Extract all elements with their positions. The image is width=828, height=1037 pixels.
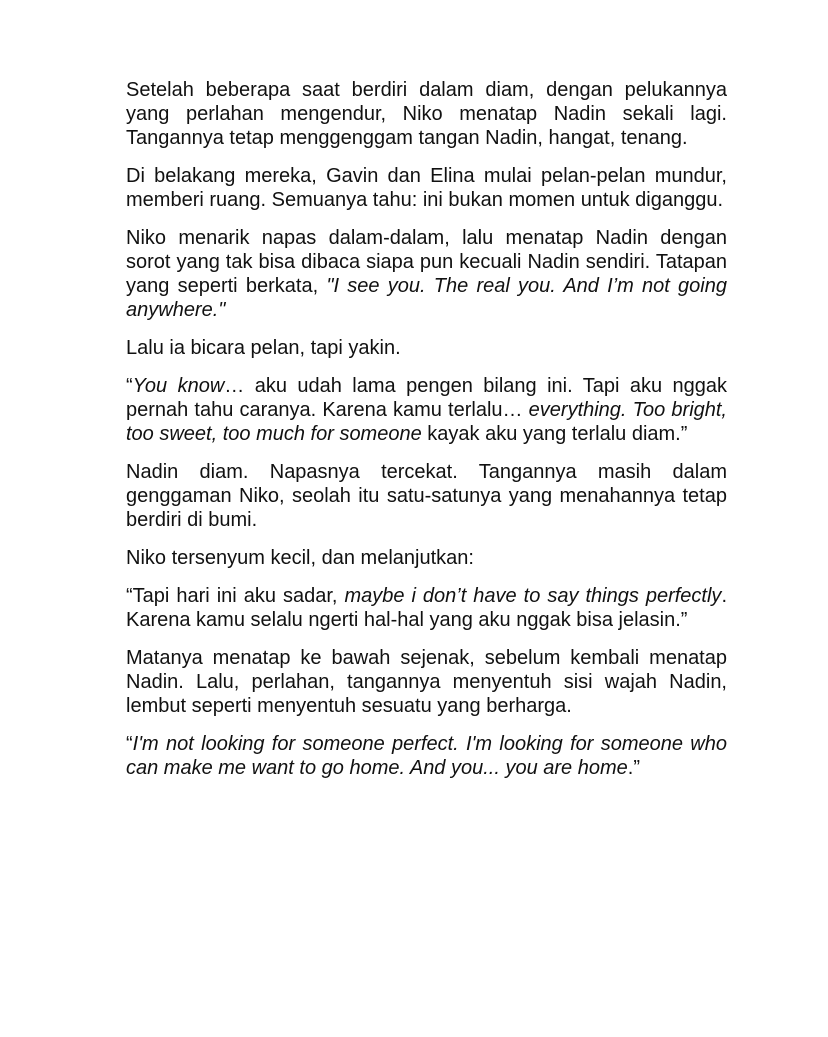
text-run: “Tapi hari ini aku sadar, (126, 585, 345, 607)
paragraph (126, 164, 727, 212)
text-run: … aku udah lama pengen bilang ini. Tapi aku nggak pernah tahu caranya. Karena kamu terlalu… (126, 375, 727, 421)
paragraph (126, 584, 727, 632)
paragraph (126, 226, 727, 322)
paragraph (126, 646, 727, 718)
paragraph (126, 546, 727, 570)
paragraph (126, 78, 727, 150)
text-run: .” (627, 757, 640, 779)
text-run: “ (126, 375, 133, 397)
text-run-italic: I'm not looking for someone perfect. I'm looking for someone who can make me want to go home. And you... you are home (126, 733, 727, 779)
paragraph (126, 374, 727, 446)
text-run: Nadin diam. Napasnya tercekat. Tangannya masih dalam genggaman Niko, seolah itu satu-satunya yang menahannya tetap berdiri di bumi. (126, 461, 727, 531)
text-run: Matanya menatap ke bawah sejenak, sebelum kembali menatap Nadin. Lalu, perlahan, tangannya menyentuh sisi wajah Nadin, lembut seperti menyentuh sesuatu yang berharga. (126, 647, 727, 717)
text-run: Setelah beberapa saat berdiri dalam diam, dengan pelukannya yang perlahan mengendur, Niko menatap Nadin sekali lagi. Tangannya tetap menggenggam tangan Nadin, hangat, tenang. (126, 79, 727, 149)
text-run: . Karena kamu selalu ngerti hal-hal yang aku nggak bisa jelasin.” (126, 585, 727, 631)
text-run-italic: You know (132, 375, 225, 397)
text-run: Niko menarik napas dalam-dalam, lalu menatap Nadin dengan sorot yang tak bisa dibaca siapa pun kecuali Nadin sendiri. Tatapan yang seperti berkata, (126, 227, 727, 297)
paragraph (126, 732, 727, 780)
text-run-italic: everything. Too bright, too sweet, too much for someone (126, 399, 727, 445)
text-run: “ (126, 733, 133, 755)
document-page (126, 78, 727, 794)
text-run: kayak aku yang terlalu diam.” (421, 423, 688, 445)
text-run-italic: "I see you. The real you. And I’m not going anywhere." (126, 275, 727, 321)
paragraph (126, 336, 727, 360)
text-run: Niko tersenyum kecil, dan melanjutkan: (126, 547, 474, 569)
text-run-italic: maybe i don’t have to say things perfectly (344, 585, 722, 607)
paragraph (126, 460, 727, 532)
text-run: Lalu ia bicara pelan, tapi yakin. (126, 337, 401, 359)
text-run: Di belakang mereka, Gavin dan Elina mulai pelan-pelan mundur, memberi ruang. Semuanya tahu: ini bukan momen untuk diganggu. (126, 165, 727, 211)
